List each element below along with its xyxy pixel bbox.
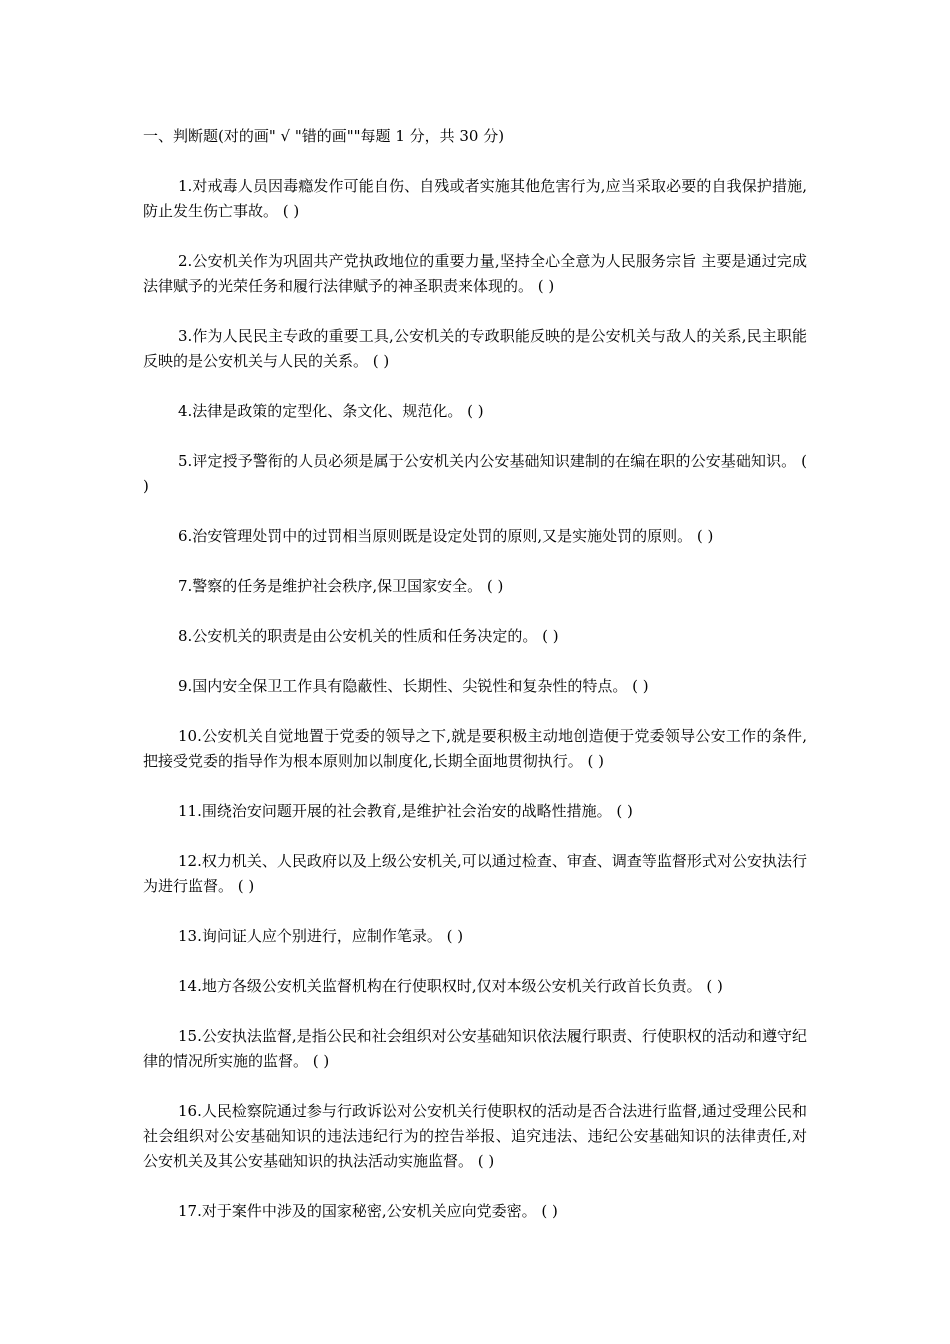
question-4: 4.法律是政策的定型化、条文化、规范化。 ( )	[178, 402, 484, 420]
question-8: 8.公安机关的职责是由公安机关的性质和任务决定的。 ( )	[178, 627, 559, 645]
question-11: 11.围绕治安问题开展的社会教育,是维护社会治安的战略性措施。 ( )	[178, 802, 633, 820]
question-6: 6.治安管理处罚中的过罚相当原则既是设定处罚的原则,又是实施处罚的原则。 ( )	[178, 527, 714, 545]
document-page	[143, 124, 807, 1249]
question-1: 1.对戒毒人员因毒瘾发作可能自伤、自残或者实施其他危害行为,应当采取必要的自我保护措施,防止发生伤亡事故。 ( )	[143, 177, 807, 220]
question-9: 9.国内安全保卫工作具有隐蔽性、长期性、尖锐性和复杂性的特点。 ( )	[178, 677, 649, 695]
question-2: 2.公安机关作为巩固共产党执政地位的重要力量,坚持全心全意为人民服务宗旨 主要是通过完成法律赋予的光荣任务和履行法律赋予的神圣职责来体现的。 ( )	[143, 252, 807, 295]
section-heading: 一、判断题(对的画" √ "错的画""每题 1 分，共 30 分)	[143, 127, 505, 145]
question-17: 17.对于案件中涉及的国家秘密,公安机关应向党委密。 ( )	[178, 1202, 558, 1220]
question-16: 16.人民检察院通过参与行政诉讼对公安机关行使职权的活动是否合法进行监督,通过受理公民和社会组织对公安基础知识的违法违纪行为的控告举报、追究违法、违纪公安基础知识的法律责任,对公安机关及其公安基础知识的执法活动实施监督。 ( )	[143, 1102, 807, 1170]
question-14: 14.地方各级公安机关监督机构在行使职权时,仅对本级公安机关行政首长负责。 ( )	[178, 977, 723, 995]
question-13: 13.询问证人应个别进行，应制作笔录。 ( )	[178, 927, 464, 945]
question-list	[143, 174, 807, 1224]
question-3: 3.作为人民民主专政的重要工具,公安机关的专政职能反映的是公安机关与敌人的关系,民主职能反映的是公安机关与人民的关系。 ( )	[143, 327, 807, 370]
question-7: 7.警察的任务是维护社会秩序,保卫国家安全。 ( )	[178, 577, 504, 595]
question-5: 5.评定授予警衔的人员必须是属于公安机关内公安基础知识建制的在编在职的公安基础知识。 ( )	[143, 452, 807, 495]
question-15: 15.公安执法监督,是指公民和社会组织对公安基础知识依法履行职责、行使职权的活动和遵守纪律的情况所实施的监督。 ( )	[143, 1027, 807, 1070]
question-10: 10.公安机关自觉地置于党委的领导之下,就是要积极主动地创造便于党委领导公安工作的条件,把接受党委的指导作为根本原则加以制度化,长期全面地贯彻执行。 ( )	[143, 727, 807, 770]
question-12: 12.权力机关、人民政府以及上级公安机关,可以通过检查、审查、调查等监督形式对公安执法行为进行监督。 ( )	[143, 852, 807, 895]
